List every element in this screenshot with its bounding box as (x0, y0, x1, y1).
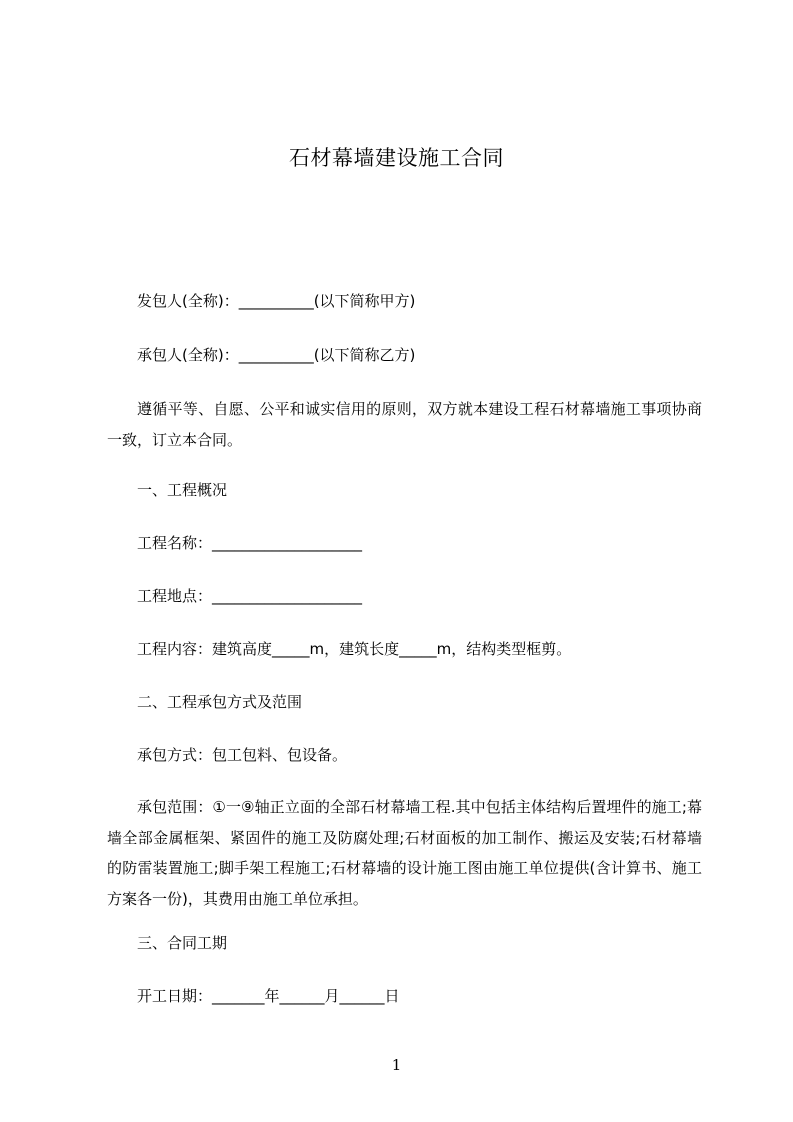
party-b-line: 承包人(全称)：__________(以下简称乙方) (137, 346, 416, 364)
contract-method-line: 承包方式：包工包料、包设备。 (137, 746, 348, 764)
preamble-paragraph: 遵循平等、自愿、公平和诚实信用的原则，双方就本建设工程石材幕墙施工事项协商一致，订立本合同。 (107, 400, 702, 449)
section-1-heading: 一、工程概况 (137, 481, 228, 499)
party-a-line: 发包人(全称)：__________(以下简称甲方) (137, 292, 416, 310)
start-date-line: 开工日期：_______年______月______日 (137, 987, 400, 1005)
project-name-line: 工程名称：____________________ (137, 534, 363, 552)
contract-scope-paragraph: 承包范围：①一⑨轴正立面的全部石材幕墙工程.其中包括主体结构后置埋件的施工;幕墙全部金属框架、紧固件的施工及防腐处理;石材面板的加工制作、搬运及安装;石材幕墙的防雷装置施工;脚手架工程施工;石材幕墙的设计施工图由施工单位提供(含计算书、施工方案各一份)，其费用由施工单位承担。 (107, 798, 702, 908)
section-3-heading: 三、合同工期 (137, 934, 228, 952)
project-location-line: 工程地点：____________________ (137, 587, 363, 605)
project-content-line: 工程内容：建筑高度_____m，建筑长度_____m，结构类型框剪。 (137, 640, 572, 658)
page-number: 1 (391, 1056, 402, 1074)
document-title: 石材幕墙建设施工合同 (289, 146, 504, 170)
section-2-heading: 二、工程承包方式及范围 (137, 693, 303, 711)
